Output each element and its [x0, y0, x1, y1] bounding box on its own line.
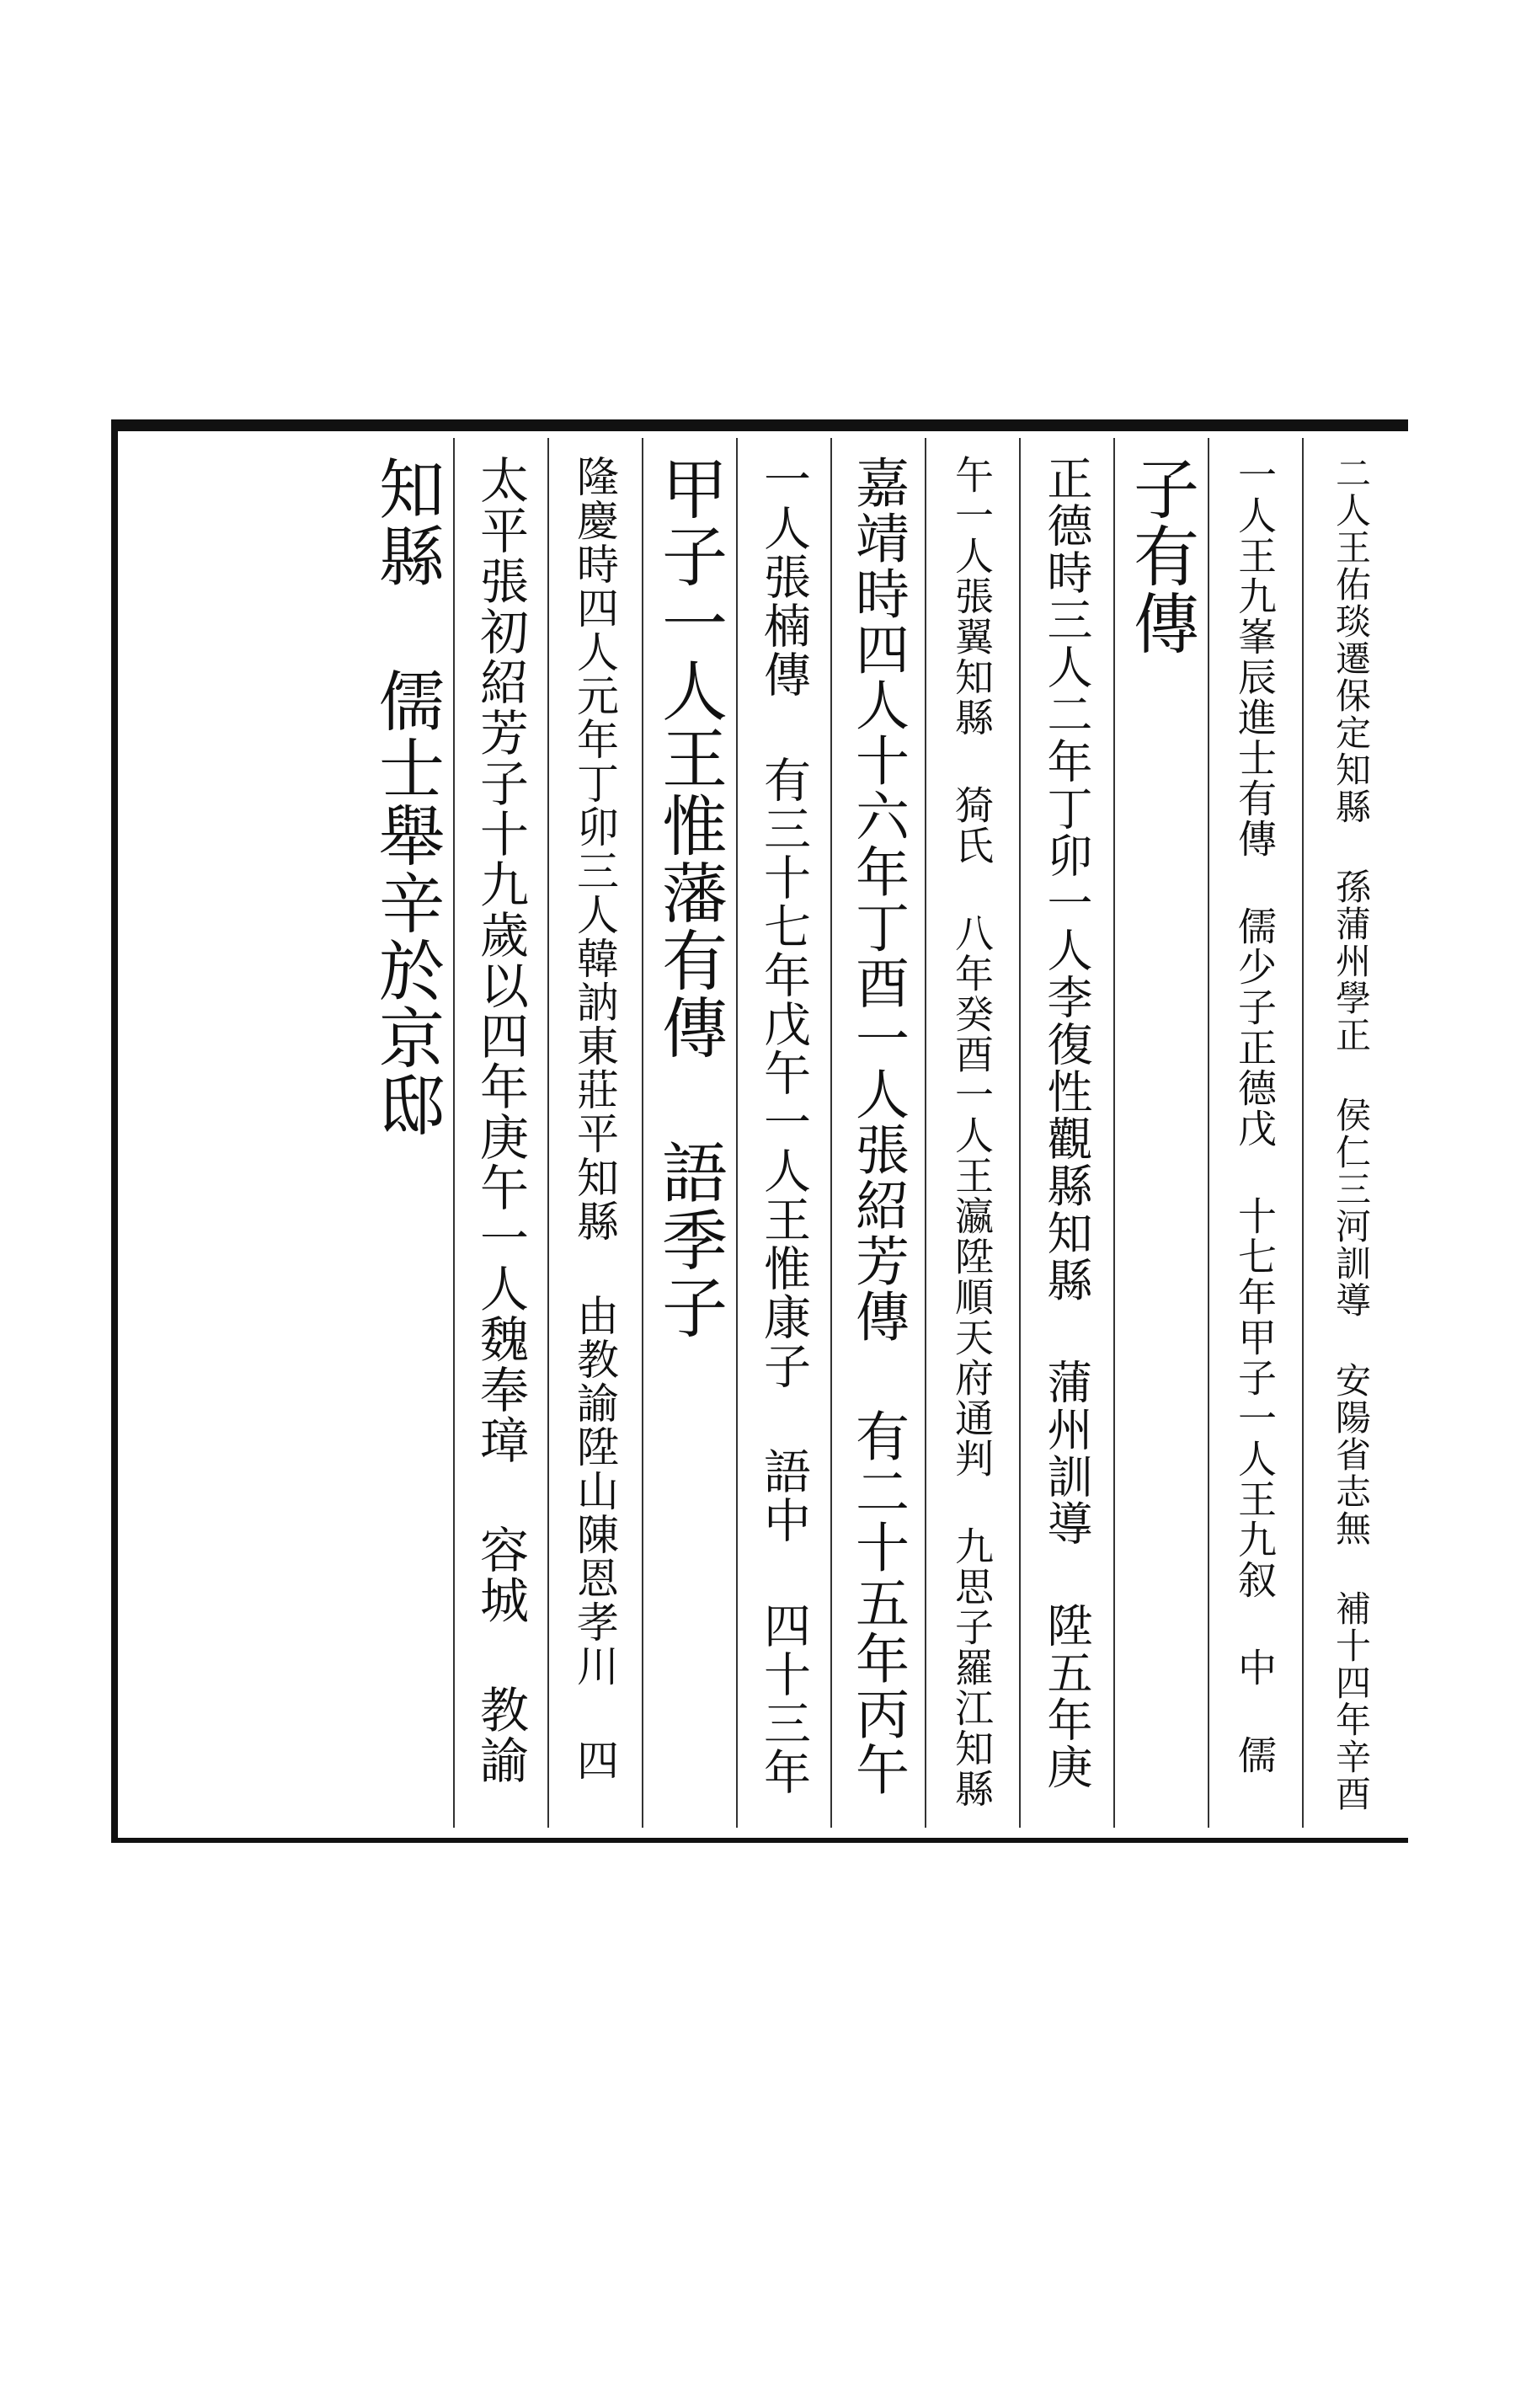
column-2: [1209, 438, 1304, 1828]
column-text: 嘉靖時四人十六年丁酉一人張紹芳傳 有二十五年丙午: [846, 455, 909, 1797]
column-5: [926, 438, 1021, 1828]
column-6: [832, 438, 926, 1828]
text-columns: [160, 438, 1398, 1828]
column-text: 知縣 儒士舉辛於京邸: [368, 455, 444, 1139]
column-4: [1021, 438, 1115, 1828]
column-text: 午一人張翼知縣 猗氏 八年癸酉一人王瀛陞順天府通判 九思子羅江知縣: [949, 455, 995, 1809]
column-text: 太平張初紹芳子十九歲以四年庚午一人魏奉璋 容城 教諭: [472, 455, 529, 1786]
column-3: [1115, 438, 1209, 1828]
column-9: [549, 438, 643, 1828]
column-text: 二人王佑琰遷保定知縣 孫蒲州學正 侯仁三河訓導 安陽省志無 補十四年辛酉: [1331, 455, 1372, 1813]
column-7: [738, 438, 832, 1828]
column-text: 一人張楠傳 有三十七年戊午一人王惟康子 語中 四十三年: [756, 455, 811, 1797]
column-text: 子有傳: [1123, 455, 1198, 657]
column-text: 甲子一人王惟藩有傳 語季子: [651, 455, 727, 1341]
column-11: [360, 438, 455, 1828]
column-8: [643, 438, 738, 1828]
column-1: [1304, 438, 1398, 1828]
column-text: 隆慶時四人元年丁卯三人韓訥東莊平知縣 由教諭陞山陳恩孝川 四: [570, 455, 619, 1782]
column-10: [455, 438, 549, 1828]
column-text: 一人王九峯辰進士有傳 儒少子正德戊 十七年甲子一人王九叙 中 儒: [1232, 455, 1278, 1775]
column-text: 正德時三人二年丁卯一人李復性觀縣知縣 蒲州訓導 陞五年庚: [1040, 455, 1093, 1791]
